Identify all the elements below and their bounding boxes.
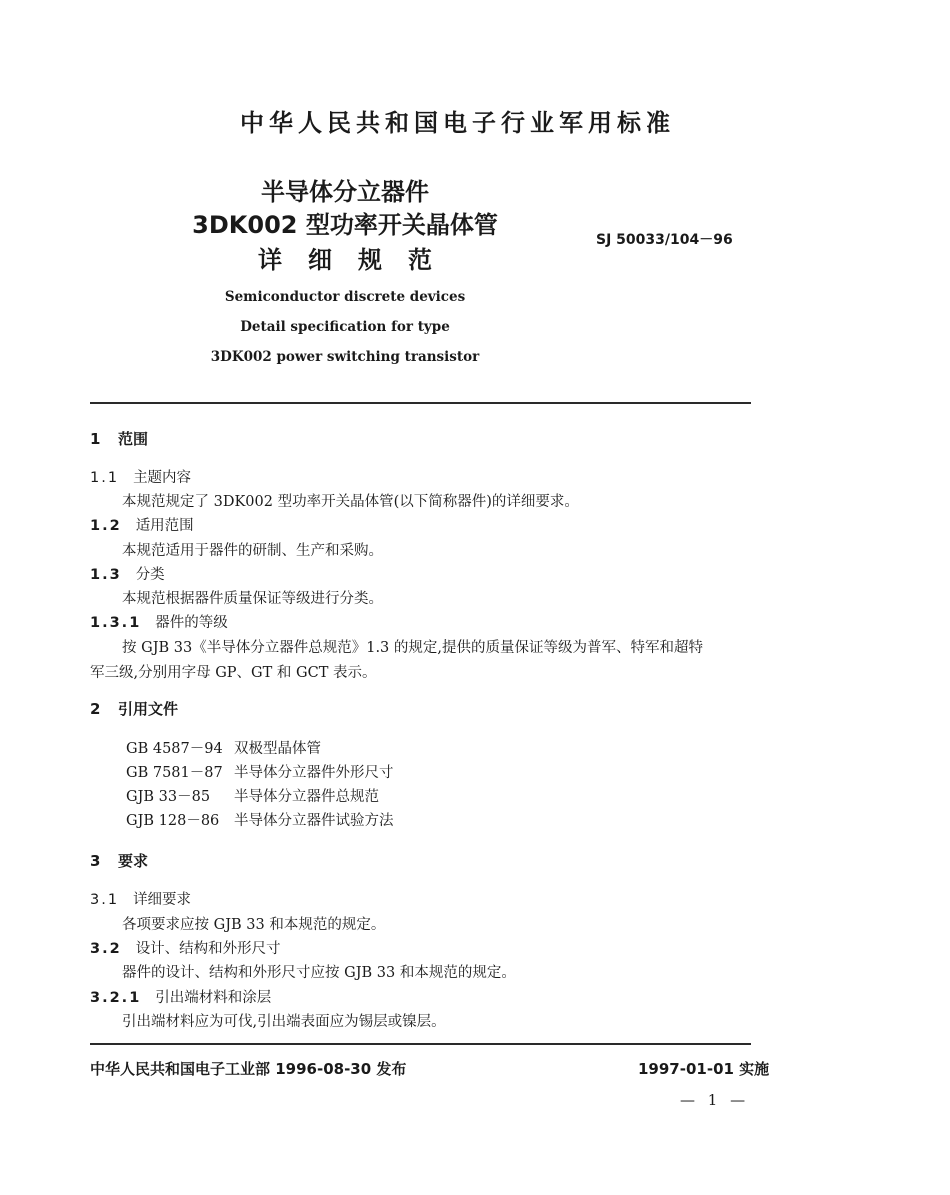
reference-item	[126, 761, 394, 785]
effective-date: 1997-01-01 实施	[638, 1060, 770, 1078]
section-3-2-text: 器件的设计、结构和外形尺寸应按 GJB 33 和本规范的规定。	[122, 965, 516, 981]
section-number: 3.2.1	[90, 990, 142, 1006]
section-number: 1	[90, 430, 101, 448]
doc-title-line1: 半导体分立器件	[261, 178, 429, 206]
standard-category-title: 中华人民共和国电子行业军用标准	[240, 109, 675, 137]
doc-title-line2: 3DK002 型功率开关晶体管	[192, 211, 498, 239]
section-title: 详细要求	[133, 892, 192, 908]
section-number: 1.3.1	[90, 615, 142, 631]
reference-item	[126, 809, 394, 833]
reference-code: GJB 33－85	[126, 789, 211, 805]
reference-title: 半导体分立器件试验方法	[234, 813, 394, 829]
standard-number: SJ 50033/104－96	[596, 232, 733, 248]
section-1-3-1-text-line1: 按 GJB 33《半导体分立器件总规范》1.3 的规定,提供的质量保证等级为普军、特军和超特	[122, 640, 703, 656]
section-number: 3.2	[90, 941, 122, 957]
doc-title-line3: 详细规范	[258, 246, 458, 274]
section-2-heading	[90, 698, 178, 719]
section-title: 引出端材料和涂层	[155, 990, 272, 1006]
section-3-heading	[90, 850, 148, 871]
english-title-line2: Detail specification for type	[240, 319, 450, 335]
section-title: 器件的等级	[155, 615, 228, 631]
section-title: 范围	[118, 430, 149, 448]
page-number: — 1 —	[680, 1091, 750, 1109]
section-number: 2	[90, 700, 101, 718]
section-title: 设计、结构和外形尺寸	[135, 941, 281, 957]
header-divider	[90, 402, 751, 404]
section-3-1-text: 各项要求应按 GJB 33 和本规范的规定。	[122, 917, 386, 933]
section-1-2-heading	[90, 514, 194, 535]
reference-code: GB 4587－94	[126, 741, 223, 757]
section-1-heading	[90, 428, 148, 449]
footer-divider	[90, 1043, 751, 1045]
english-title-line3: 3DK002 power switching transistor	[210, 349, 480, 365]
reference-title: 半导体分立器件总规范	[234, 789, 379, 805]
reference-list	[126, 737, 394, 833]
section-3-2-1-heading	[90, 986, 271, 1007]
english-title-line1: Semiconductor discrete devices	[224, 289, 466, 305]
section-number: 1.1	[90, 470, 120, 486]
section-1-3-heading	[90, 563, 165, 584]
section-3-2-heading	[90, 937, 281, 958]
reference-code: GB 7581－87	[126, 765, 223, 781]
section-title: 引用文件	[118, 700, 179, 718]
issue-date: 中华人民共和国电子工业部 1996-08-30 发布	[90, 1060, 407, 1078]
section-title: 主题内容	[133, 470, 192, 486]
section-title: 适用范围	[135, 518, 194, 534]
section-1-2-text: 本规范适用于器件的研制、生产和采购。	[122, 543, 383, 559]
reference-title: 半导体分立器件外形尺寸	[234, 765, 394, 781]
section-1-1-text: 本规范规定了 3DK002 型功率开关晶体管(以下简称器件)的详细要求。	[122, 494, 579, 510]
section-1-3-1-text-line2: 军三级,分别用字母 GP、GT 和 GCT 表示。	[90, 665, 377, 681]
section-1-1-heading	[90, 466, 191, 487]
section-title: 分类	[135, 567, 165, 583]
section-number: 1.3	[90, 567, 122, 583]
reference-item	[126, 737, 394, 761]
reference-code: GJB 128－86	[126, 813, 220, 829]
section-1-3-1-heading	[90, 611, 228, 632]
section-number: 1.2	[90, 518, 122, 534]
section-number: 3.1	[90, 892, 120, 908]
section-number: 3	[90, 852, 101, 870]
section-title: 要求	[118, 852, 149, 870]
section-3-1-heading	[90, 888, 191, 909]
section-3-2-1-text: 引出端材料应为可伐,引出端表面应为锡层或镍层。	[122, 1014, 446, 1030]
reference-title: 双极型晶体管	[234, 741, 321, 757]
reference-item	[126, 785, 394, 809]
section-1-3-text: 本规范根据器件质量保证等级进行分类。	[122, 591, 383, 607]
